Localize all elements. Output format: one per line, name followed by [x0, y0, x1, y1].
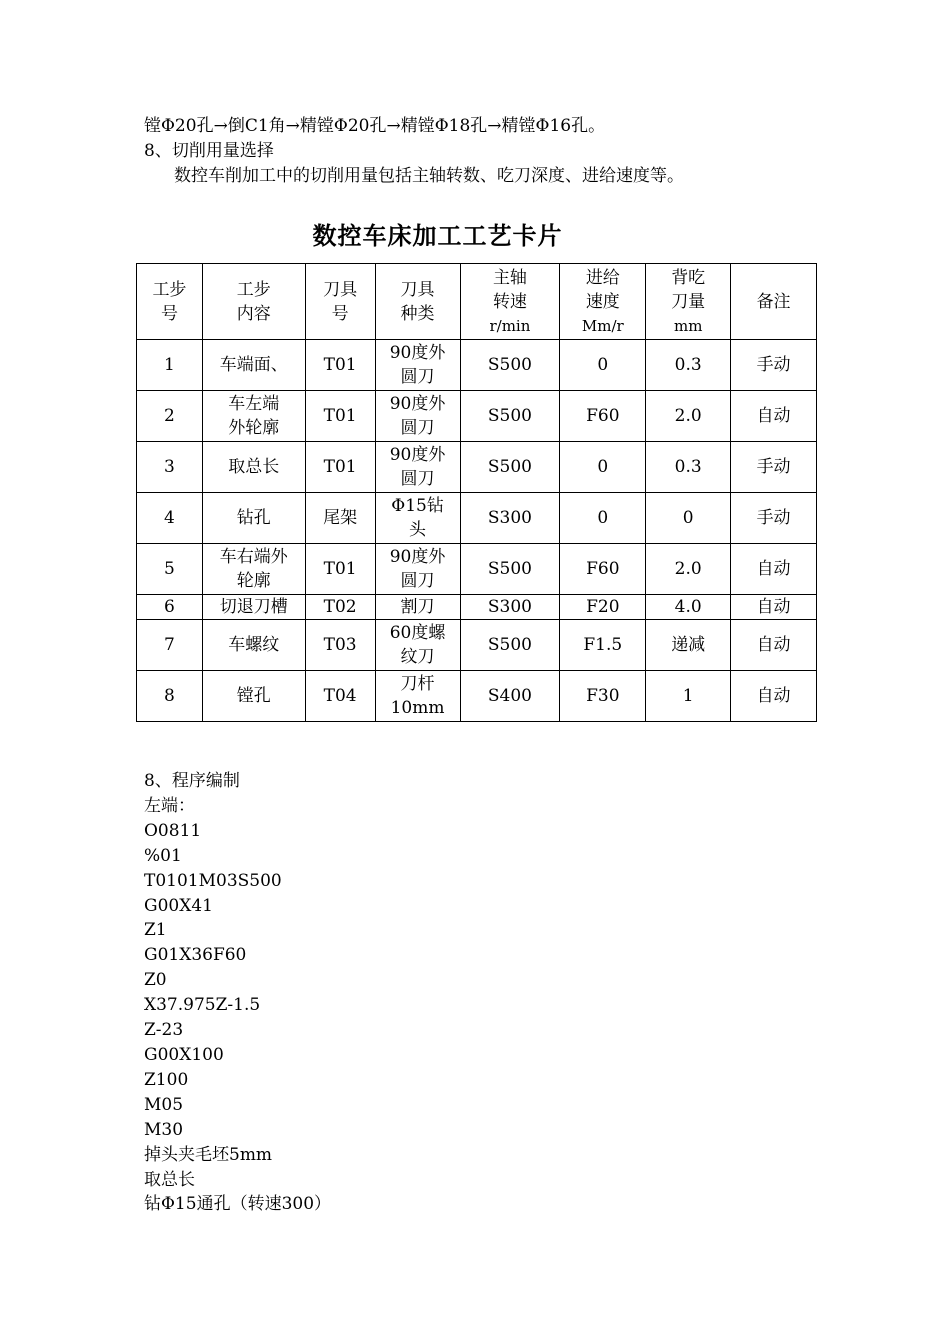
cell-text-line: 备注 [756, 291, 791, 312]
cell-text-line: 割刀 [400, 597, 435, 617]
table-row [137, 493, 817, 544]
cell-text-line: 转速 [492, 291, 527, 312]
table-cell [305, 391, 375, 442]
cell-text-line: 头 [409, 520, 427, 540]
cell-text-line: 5 [164, 559, 175, 579]
code-line: G01X36F60 [144, 945, 247, 966]
cell-text-line: 自动 [756, 559, 791, 579]
table-cell [137, 595, 203, 620]
code-line: Z1 [144, 920, 167, 941]
table-row [137, 544, 817, 595]
table-cell [460, 264, 560, 340]
cell-text-line: 90度外 [389, 547, 446, 567]
cell-text-line: 主轴 [492, 267, 527, 288]
table-cell [460, 340, 560, 391]
table-row [137, 671, 817, 722]
process-card-table [136, 263, 817, 722]
cell-text-line: 尾架 [323, 508, 358, 528]
table-cell [646, 391, 731, 442]
cell-text-line: 工步 [152, 279, 187, 300]
cell-text-line: 6 [164, 597, 175, 617]
table-cell [202, 264, 305, 340]
table-cell [560, 493, 646, 544]
table-cell [560, 391, 646, 442]
table-cell [731, 620, 817, 671]
cell-text-line: F30 [586, 686, 620, 706]
table-cell [731, 671, 817, 722]
section-heading-cutting: 8、切削用量选择 [144, 141, 274, 161]
code-line: %01 [144, 845, 182, 866]
cell-text-line: 车螺纹 [228, 635, 280, 655]
cell-text-line: F20 [586, 597, 620, 617]
cell-text-line: 速度 [585, 291, 620, 312]
table-cell [137, 391, 203, 442]
cell-text-line: 车右端外 [219, 547, 288, 567]
cell-text-line: 刀具 [323, 279, 358, 300]
section-heading-program: 8、程序编制 [144, 771, 240, 791]
table-cell [305, 264, 375, 340]
cell-text-line: 10mm [390, 698, 445, 718]
cell-text-line: F1.5 [583, 635, 623, 655]
table-cell [560, 595, 646, 620]
cell-text-line: 0 [597, 508, 609, 528]
table-cell [375, 620, 460, 671]
table-cell [460, 442, 560, 493]
cell-text-line: 刀具 [400, 279, 435, 300]
cell-text-line: 8 [164, 686, 175, 706]
note-line: 掉头夹毛坯5mm [144, 1145, 273, 1165]
cell-text-line: 手动 [756, 457, 791, 477]
cell-text-line: 背吃 [671, 267, 706, 288]
cell-text-line: 种类 [400, 303, 435, 324]
cell-text-line: 镗孔 [236, 686, 271, 706]
cell-text-line: S500 [487, 457, 532, 477]
table-cell [375, 544, 460, 595]
code-line: G00X100 [144, 1044, 224, 1065]
cell-text-line: 1 [682, 686, 694, 706]
cell-text-line: 取总长 [228, 457, 280, 477]
cell-text-line: 90度外 [389, 343, 446, 363]
cell-text-line: S500 [487, 406, 532, 426]
table-cell [137, 544, 203, 595]
table-cell [731, 595, 817, 620]
table-cell [305, 442, 375, 493]
cell-text-line: 手动 [756, 508, 791, 528]
program-listing [144, 769, 282, 1143]
table-cell [375, 493, 460, 544]
table-cell [560, 442, 646, 493]
table-cell [375, 340, 460, 391]
table-row [137, 340, 817, 391]
table-cell [560, 264, 646, 340]
table-cell [460, 595, 560, 620]
cell-text-line: 圆刀 [400, 571, 435, 591]
table-cell [731, 264, 817, 340]
cell-text-line: S300 [487, 597, 532, 617]
table-cell [305, 595, 375, 620]
table-cell [202, 340, 305, 391]
cell-text-line: 2.0 [674, 406, 702, 426]
table-cell [460, 544, 560, 595]
cell-text-line: 0.3 [674, 355, 702, 375]
code-line: Z100 [144, 1069, 189, 1090]
cell-text-line: 车左端 [228, 394, 280, 414]
table-cell [202, 391, 305, 442]
table-cell [646, 493, 731, 544]
cell-text-line: F60 [586, 559, 620, 579]
card-title: 数控车床加工工艺卡片 [312, 222, 563, 250]
table-cell [731, 442, 817, 493]
table-cell [305, 671, 375, 722]
table-cell [305, 493, 375, 544]
table-header-row [137, 264, 817, 340]
table-cell [560, 620, 646, 671]
table-cell [137, 264, 203, 340]
cutting-paragraph: 数控车削加工中的切削用量包括主轴转数、吃刀深度、进给速度等。 [174, 166, 684, 186]
cell-text-line: 车端面、 [219, 355, 288, 375]
table-cell [375, 442, 460, 493]
table-cell [375, 391, 460, 442]
cell-text-line: T01 [323, 559, 357, 579]
cell-text-line: Mm/r [581, 316, 624, 335]
code-line: O0811 [144, 820, 202, 841]
table-cell [305, 544, 375, 595]
cell-text-line: 1 [164, 355, 175, 375]
cell-text-line: 自动 [756, 406, 791, 426]
cell-text-line: 号 [160, 303, 178, 324]
code-line: 左端： [144, 795, 195, 816]
table-cell [460, 620, 560, 671]
cell-text-line: 自动 [756, 635, 791, 655]
cell-text-line: 圆刀 [400, 418, 435, 438]
cell-text-line: r/min [489, 316, 531, 335]
cell-text-line: 4.0 [674, 597, 702, 617]
table-cell [560, 671, 646, 722]
cell-text-line: 纹刀 [400, 647, 435, 667]
table-cell [375, 264, 460, 340]
table-cell [560, 544, 646, 595]
cell-text-line: S400 [487, 686, 532, 706]
cell-text-line: 4 [164, 508, 175, 528]
cell-text-line: 号 [331, 303, 349, 324]
cell-text-line: S300 [487, 508, 532, 528]
table-cell [460, 671, 560, 722]
cell-text-line: 0.3 [674, 457, 702, 477]
table-cell [305, 620, 375, 671]
code-line: T0101M03S500 [144, 870, 282, 891]
cell-text-line: 刀量 [671, 291, 706, 312]
cell-text-line: 90度外 [389, 394, 446, 414]
table-cell [731, 391, 817, 442]
cell-text-line: 3 [164, 457, 175, 477]
cell-text-line: 2.0 [674, 559, 702, 579]
note-line: 钻Φ15通孔（转速300） [144, 1194, 332, 1214]
table-cell [646, 442, 731, 493]
cell-text-line: F60 [586, 406, 620, 426]
table-row [137, 595, 817, 620]
cell-text-line: S500 [487, 635, 532, 655]
table-cell [560, 340, 646, 391]
table-cell [375, 595, 460, 620]
code-line: M05 [144, 1094, 184, 1115]
table-row [137, 391, 817, 442]
table-cell [202, 493, 305, 544]
cell-text-line: 自动 [756, 597, 791, 617]
cell-text-line: S500 [487, 355, 532, 375]
cell-text-line: 90度外 [389, 445, 446, 465]
cell-text-line: 0 [597, 457, 609, 477]
process-sequence-line: 镗Φ20孔→倒C1角→精镗Φ20孔→精镗Φ18孔→精镗Φ16孔。 [144, 116, 606, 136]
table-cell [202, 544, 305, 595]
table-cell [137, 340, 203, 391]
cell-text-line: T04 [323, 686, 357, 706]
cell-text-line: 刀杆 [400, 674, 435, 694]
table-cell [137, 620, 203, 671]
cell-text-line: 手动 [756, 355, 791, 375]
table-cell [731, 340, 817, 391]
cell-text-line: T01 [323, 355, 357, 375]
table-cell [137, 493, 203, 544]
table-cell [460, 391, 560, 442]
table-cell [375, 671, 460, 722]
code-line: Z0 [144, 970, 167, 991]
table-cell [460, 493, 560, 544]
note-line: 取总长 [144, 1169, 195, 1190]
cell-text-line: 轮廓 [236, 571, 271, 591]
cell-text-line: T01 [323, 406, 357, 426]
cell-text-line: 圆刀 [400, 367, 435, 387]
table-cell [731, 493, 817, 544]
table-row [137, 442, 817, 493]
table-cell [646, 595, 731, 620]
cell-text-line: 外轮廓 [228, 418, 280, 438]
table-cell [202, 620, 305, 671]
code-line: M30 [144, 1119, 184, 1140]
cell-text-line: T01 [323, 457, 357, 477]
cell-text-line: T02 [323, 597, 357, 617]
cell-text-line: 2 [164, 406, 175, 426]
cell-text-line: 0 [597, 355, 609, 375]
cell-text-line: Φ15钻 [391, 496, 444, 516]
table-cell [137, 442, 203, 493]
right-end-notes [144, 1143, 331, 1217]
code-line: X37.975Z-1.5 [144, 995, 261, 1016]
cell-text-line: 圆刀 [400, 469, 435, 489]
table-cell [202, 671, 305, 722]
code-line: G00X41 [144, 895, 213, 916]
table-cell [731, 544, 817, 595]
code-line: Z-23 [144, 1020, 184, 1041]
cell-text-line: 0 [682, 508, 694, 528]
table-row [137, 620, 817, 671]
table-cell [305, 340, 375, 391]
table-cell [646, 671, 731, 722]
cell-text-line: 60度螺 [389, 623, 446, 643]
cell-text-line: 进给 [585, 267, 620, 288]
cell-text-line: 内容 [236, 303, 271, 324]
cell-text-line: 钻孔 [236, 508, 271, 528]
table-cell [646, 340, 731, 391]
cell-text-line: 递减 [671, 635, 706, 655]
table-cell [137, 671, 203, 722]
table-cell [646, 264, 731, 340]
table-cell [202, 442, 305, 493]
table-cell [202, 595, 305, 620]
cell-text-line: 7 [164, 635, 175, 655]
table-cell [646, 620, 731, 671]
cell-text-line: 切退刀槽 [219, 597, 288, 617]
cell-text-line: 工步 [236, 279, 271, 300]
cell-text-line: 自动 [756, 686, 791, 706]
cell-text-line: S500 [487, 559, 532, 579]
table-cell [646, 544, 731, 595]
cell-text-line: mm [673, 316, 703, 335]
cell-text-line: T03 [323, 635, 357, 655]
